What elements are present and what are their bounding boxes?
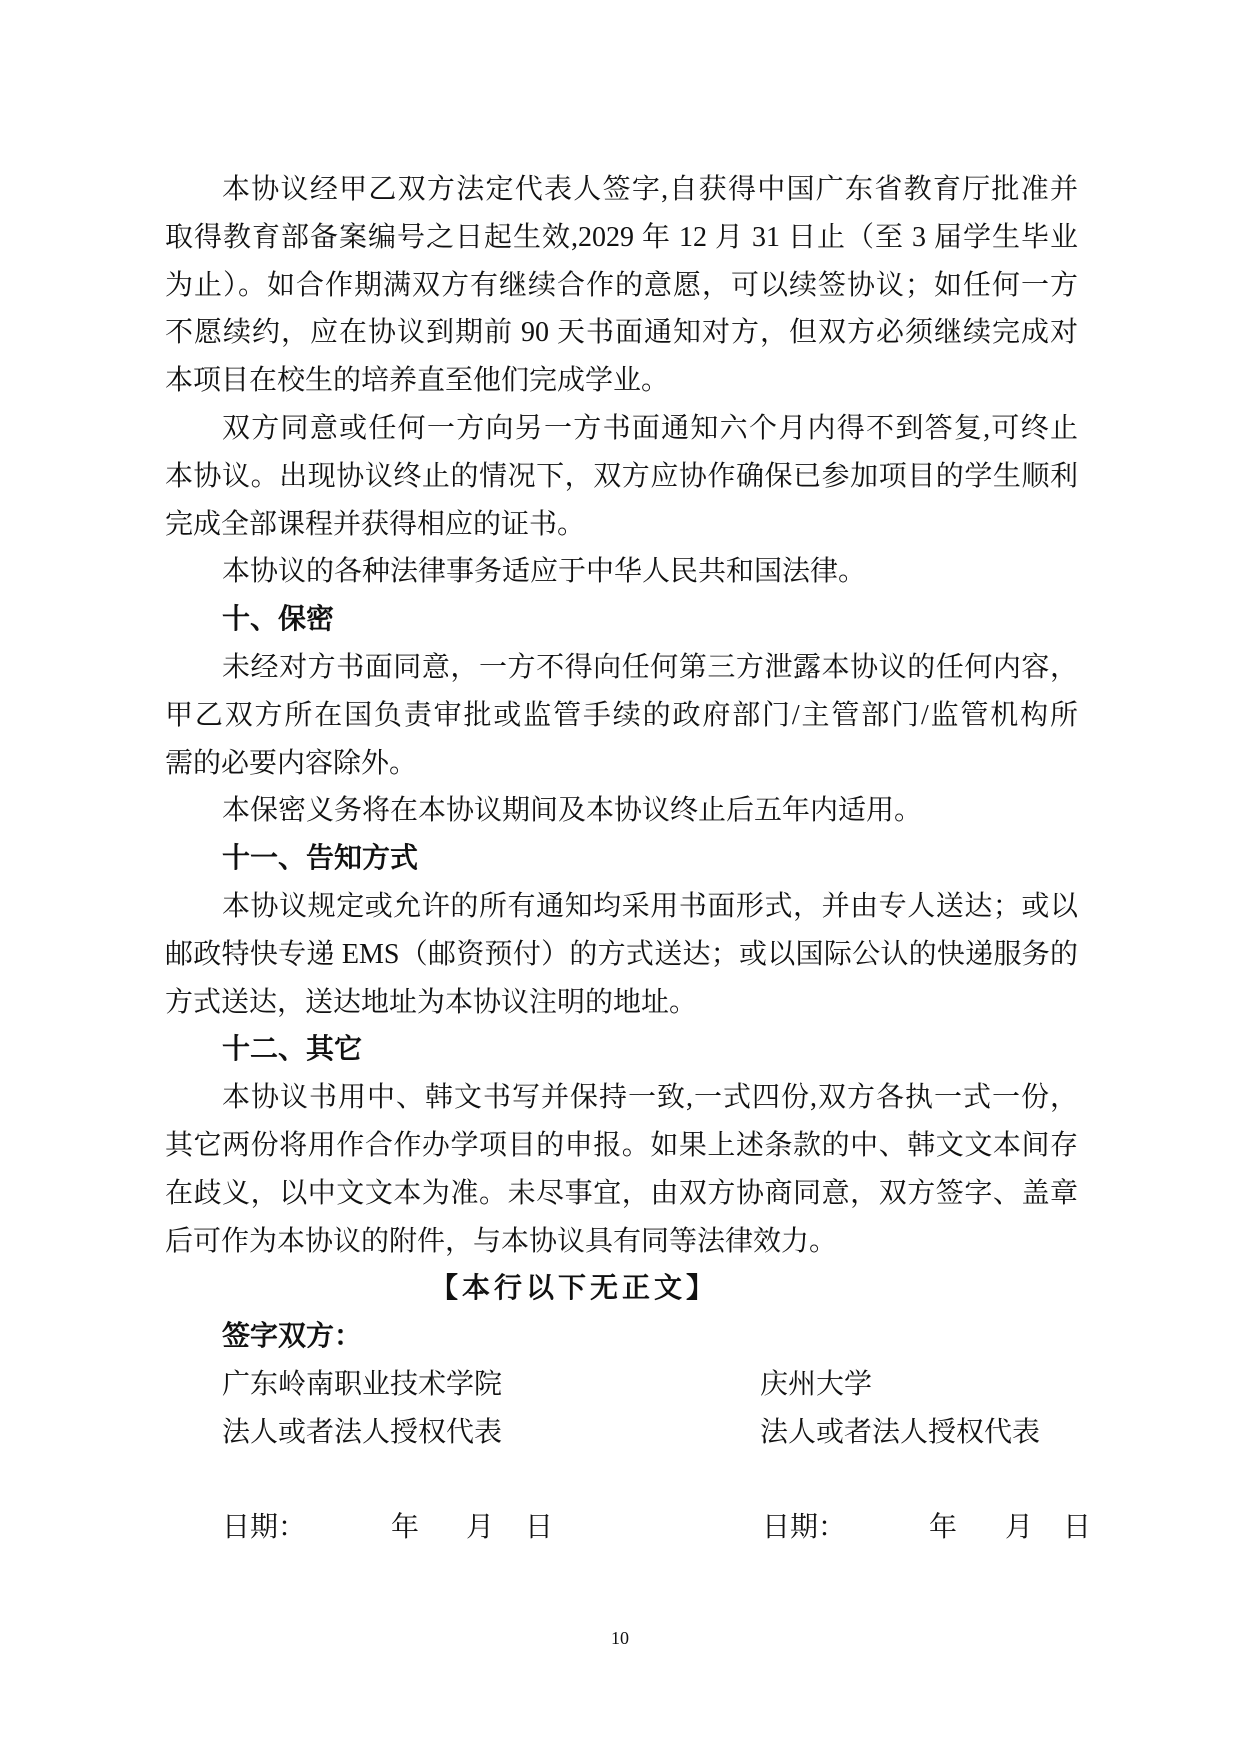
end-marker-row [165,1265,1078,1313]
party-a-name: 广东岭南职业技术学院 [222,1368,503,1400]
paragraph-termination-line: 完成全部课程并获得相应的证书。 [165,508,586,540]
party-b-date-day: 日 [1063,1512,1092,1544]
paragraph-notice-line: 方式送达，送达地址为本协议注明的地址。 [165,986,698,1018]
paragraph-term-line: 为止）。如合作期满双方有继续合作的意愿，可以续签协议；如任何一方 [165,269,1078,301]
paragraph-confidentiality-line: 未经对方书面同意，一方不得向任何第三方泄露本协议的任何内容， [222,651,1078,683]
party-b-date-label: 日期： [762,1512,847,1544]
paragraph-other-line: 在歧义，以中文文本为准。未尽事宜，由双方协商同意，双方签字、盖章 [165,1177,1078,1209]
party-b-name: 庆州大学 [760,1368,873,1400]
paragraph-other-line: 后可作为本协议的附件，与本协议具有同等法律效力。 [165,1225,838,1257]
document-body [165,166,1092,1552]
paragraph-termination-line: 本协议。出现协议终止的情况下，双方应协作确保已参加项目的学生顺利 [165,460,1078,492]
paragraph-confidentiality-line: 需的必要内容除外。 [165,747,418,779]
heading-confidentiality: 十、保密 [222,604,335,636]
page-number: 10 [611,1628,629,1648]
signature-representative-row [165,1409,1078,1457]
paragraph-term-line: 本项目在校生的培养直至他们完成学业。 [165,365,670,397]
paragraph-term-line: 不愿续约，应在协议到期前 90 天书面通知对方，但双方必须继续完成对 [165,317,1078,349]
paragraph-other-line: 其它两份将用作合作办学项目的申报。如果上述条款的中、韩文文本间存 [165,1129,1078,1161]
party-a-representative: 法人或者法人授权代表 [222,1416,503,1448]
paragraph-termination-line: 双方同意或任何一方向另一方书面通知六个月内得不到答复,可终止 [222,412,1078,444]
party-a-date-day: 日 [525,1512,554,1544]
paragraph-other-line: 本协议书用中、韩文书写并保持一致,一式四份,双方各执一式一份， [222,1082,1078,1114]
paragraph-confidentiality-line: 甲乙双方所在国负责审批或监管手续的政府部门/主管部门/监管机构所 [165,699,1078,731]
signature-spacer [165,1457,1078,1505]
signature-label: 签字双方： [222,1321,363,1353]
paragraph-notice-line: 本协议规定或允许的所有通知均采用书面形式，并由专人送达；或以 [222,890,1078,922]
party-b-date-month: 月 [1005,1512,1034,1544]
paragraph-term-line: 取得教育部备案编号之日起生效,2029 年 12 月 31 日止（至 3 届学生毕业 [165,221,1078,253]
heading-other: 十二、其它 [222,1034,363,1066]
party-b-representative: 法人或者法人授权代表 [760,1416,1041,1448]
party-a-date-label: 日期： [222,1512,307,1544]
paragraph-confidentiality-period-line: 本保密义务将在本协议期间及本协议终止后五年内适用。 [222,795,923,827]
paragraph-notice-line: 邮政特快专递 EMS（邮资预付）的方式送达；或以国际公认的快递服务的 [165,938,1078,970]
party-a-date-month: 月 [466,1512,495,1544]
end-marker: 【本行以下无正文】 [430,1273,719,1305]
paragraph-law-line: 本协议的各种法律事务适应于中华人民共和国法律。 [222,556,867,588]
party-a-date-year: 年 [391,1512,420,1544]
paragraph-term-line: 本协议经甲乙双方法定代表人签字,自获得中国广东省教育厅批准并 [222,174,1078,205]
party-b-date-year: 年 [929,1512,958,1544]
signature-names-row [165,1361,1078,1409]
heading-notice: 十一、告知方式 [222,843,419,875]
signature-date-row [165,1504,1092,1552]
